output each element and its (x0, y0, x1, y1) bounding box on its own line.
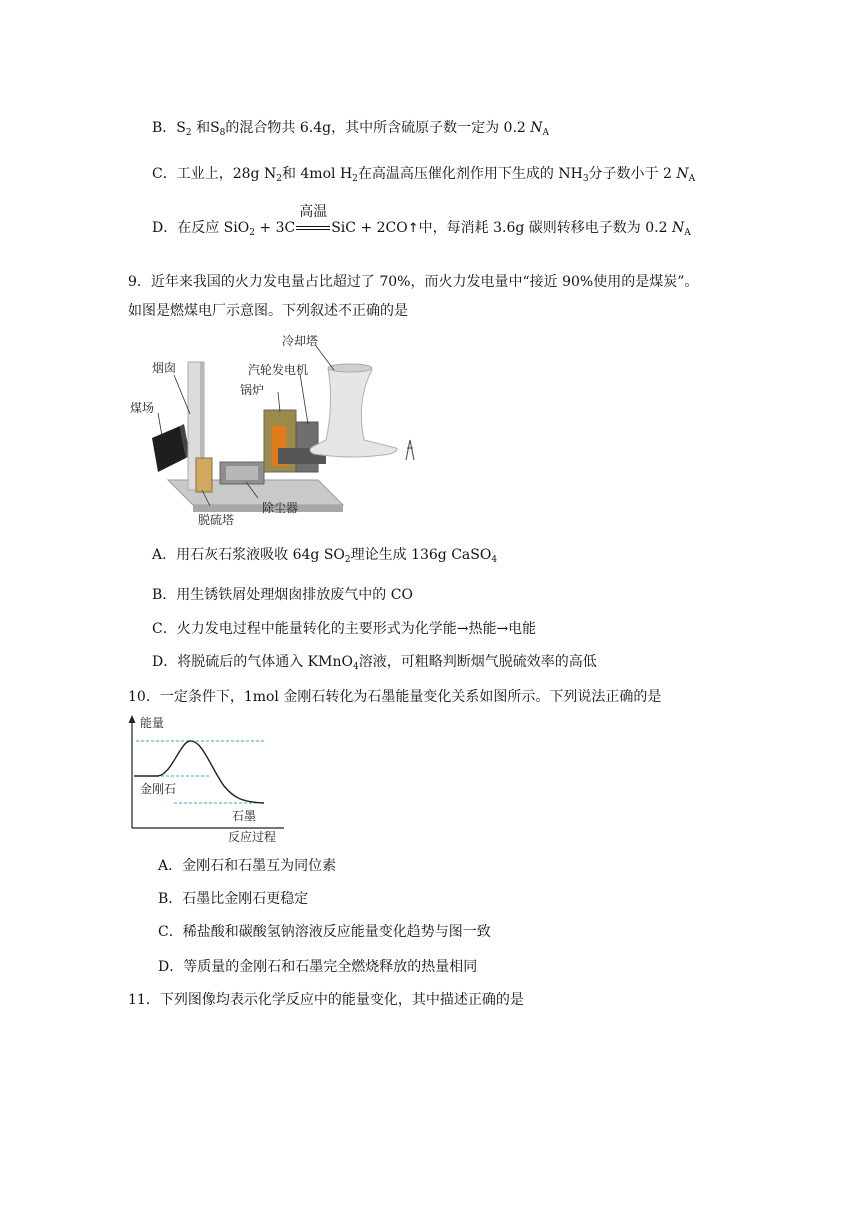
q8-option-b: B．$S_2$ 和$S_8$的混合物共 6.4g，其中所含硫原子数一定为 0.2 $N_A$ (152, 120, 549, 138)
y-axis-label: 能量 (140, 716, 165, 730)
energy-diagram (124, 714, 294, 846)
diamond-label: 金刚石 (140, 782, 177, 796)
q9-option-c: C．火力发电过程中能量转化的主要形式为化学能→热能→电能 (152, 621, 537, 637)
q10-option-d: D．等质量的金刚石和石墨完全燃烧释放的热量相同 (158, 959, 478, 975)
chimney-label: 烟囱 (152, 361, 177, 375)
q9-option-b: B．用生锈铁屑处理烟囱排放废气中的 CO (152, 587, 413, 603)
desulfur-tower-label: 脱硫塔 (198, 513, 235, 527)
graphite-label: 石墨 (232, 809, 257, 823)
boiler-label: 锅炉 (240, 383, 265, 397)
q11-stem: 11．下列图像均表示化学反应中的能量变化，其中描述正确的是 (128, 992, 524, 1008)
q8-option-c: C．工业上，28g $N_2$和 4mol $H_2$在高温高压催化剂作用下生成的 $NH_3$分子数小于 2 $N_A$ (152, 166, 696, 184)
dust-remover-label: 除尘器 (262, 501, 299, 515)
x-axis-label: 反应过程 (228, 830, 277, 844)
q10-stem: 10．一定条件下，1mol 金刚石转化为石墨能量变化关系如图所示。下列说法正确的是 (128, 689, 662, 705)
q10-option-b: B．石墨比金刚石更稳定 (158, 891, 309, 907)
q9-option-a: A．用石灰石浆液吸收 64g $SO_2$理论生成 136g CaSO$_4$ (152, 547, 498, 565)
gas-up-arrow-icon: ↑ (407, 221, 419, 236)
power-plant-illustration (128, 330, 418, 530)
q9-stem-line2: 如图是燃煤电厂示意图。下列叙述不正确的是 (128, 303, 408, 319)
q8-option-d: D．在反应 SiO$_2$ + 3C 高温 SiC + 2CO↑中，每消耗 3.6g 碳则转移电子数为 0.2 $N_A$ (152, 204, 691, 238)
q10-option-a: A．金刚石和石墨互为同位素 (158, 858, 337, 874)
coal-yard-shape (152, 426, 186, 472)
cooling-tower-label: 冷却塔 (282, 334, 319, 348)
turbine-generator-label: 汽轮发电机 (248, 363, 309, 377)
power-plant-figure (128, 330, 418, 530)
reaction-condition-arrow: 高温 (295, 218, 331, 238)
cooling-tower-shape (310, 365, 397, 457)
q9-option-d: D．将脱硫后的气体通入 KMnO$_4$溶液，可粗略判断烟气脱硫效率的高低 (152, 654, 597, 672)
q10-option-c: C．稀盐酸和碳酸氢钠溶液反应能量变化趋势与图一致 (158, 924, 491, 940)
energy-diagram-figure (124, 714, 294, 846)
coal-yard-label: 煤场 (130, 401, 155, 415)
q9-stem-line1: 9．近年来我国的火力发电量占比超过了 70%，而火力发电量中“接近 90%使用的是煤炭”。 (128, 274, 699, 290)
